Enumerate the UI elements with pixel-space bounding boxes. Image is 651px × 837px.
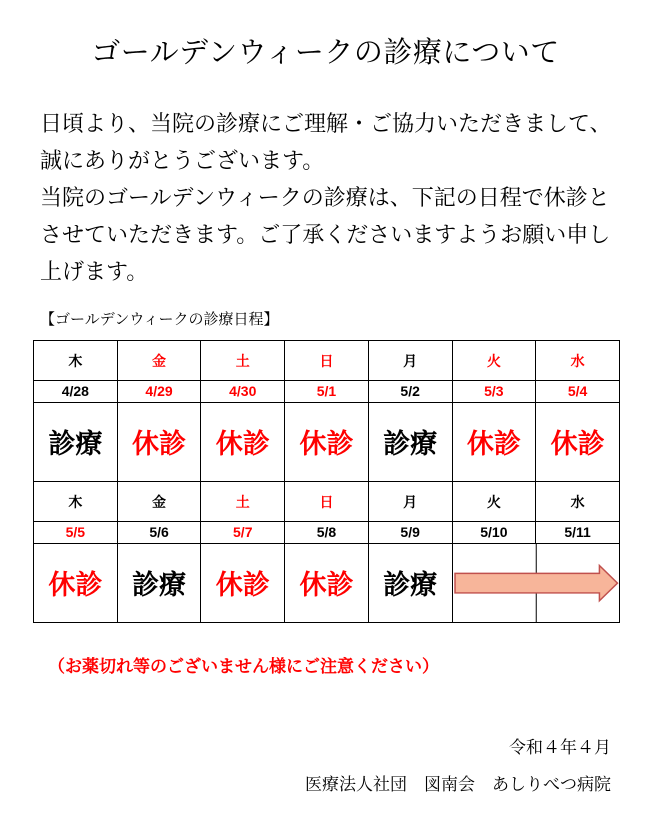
status-cell: 休診 <box>285 402 369 481</box>
date-cell: 5/2 <box>368 381 452 403</box>
intro-paragraph-2: 当院のゴールデンウィークの診療は、下記の日程で休診とさせていただきます。ご了承くださいますようお願い申し上げます。 <box>40 186 611 285</box>
week1-date-row <box>34 381 620 403</box>
date-cell: 5/5 <box>34 522 118 544</box>
day-cell: 土 <box>201 481 285 521</box>
week1-status-row <box>34 402 620 481</box>
week1-day-row <box>34 341 620 381</box>
day-cell: 月 <box>368 341 452 381</box>
status-cell: 診療 <box>368 543 452 622</box>
day-cell: 日 <box>285 341 369 381</box>
status-cell: 診療 <box>368 402 452 481</box>
status-cell: 休診 <box>201 543 285 622</box>
continuation-arrow-cell <box>452 543 619 622</box>
day-cell: 土 <box>201 341 285 381</box>
date-cell: 5/11 <box>536 522 620 544</box>
date-cell: 5/7 <box>201 522 285 544</box>
status-cell: 休診 <box>536 402 620 481</box>
date-cell: 5/3 <box>452 381 536 403</box>
day-cell: 水 <box>536 481 620 521</box>
medication-note: （お薬切れ等のございません様にご注意ください） <box>48 657 439 676</box>
date-cell: 5/10 <box>452 522 536 544</box>
day-cell: 金 <box>117 481 201 521</box>
schedule-caption: 【ゴールデンウィークの診療日程】 <box>40 310 279 328</box>
day-cell: 金 <box>117 341 201 381</box>
intro-paragraph-1: 日頃より、当院の診療にご理解・ご協力いただきまして、誠にありがとうございます。 <box>40 112 612 174</box>
date-cell: 4/29 <box>117 381 201 403</box>
right-arrow-icon <box>453 544 619 622</box>
day-cell: 木 <box>34 481 118 521</box>
status-cell: 休診 <box>34 543 118 622</box>
date-cell: 4/30 <box>201 381 285 403</box>
day-cell: 水 <box>536 341 620 381</box>
hospital-name: 医療法人社団 図南会 あしりべつ病院 <box>305 775 611 795</box>
status-cell: 診療 <box>117 543 201 622</box>
day-cell: 木 <box>34 341 118 381</box>
intro-text <box>40 106 625 291</box>
day-cell: 火 <box>452 341 536 381</box>
date-cell: 4/28 <box>34 381 118 403</box>
status-cell: 休診 <box>285 543 369 622</box>
status-cell: 診療 <box>34 402 118 481</box>
notice-date: 令和４年４月 <box>509 738 611 758</box>
week2-day-row <box>34 481 620 521</box>
schedule-table <box>33 340 620 623</box>
date-cell: 5/8 <box>285 522 369 544</box>
day-cell: 火 <box>452 481 536 521</box>
day-cell: 日 <box>285 481 369 521</box>
day-cell: 月 <box>368 481 452 521</box>
date-cell: 5/6 <box>117 522 201 544</box>
week2-date-row <box>34 522 620 544</box>
status-cell: 休診 <box>201 402 285 481</box>
page-title: ゴールデンウィークの診療について <box>91 35 560 69</box>
status-cell: 休診 <box>452 402 536 481</box>
date-cell: 5/4 <box>536 381 620 403</box>
date-cell: 5/9 <box>368 522 452 544</box>
week2-status-row <box>34 543 620 622</box>
status-cell: 休診 <box>117 402 201 481</box>
date-cell: 5/1 <box>285 381 369 403</box>
